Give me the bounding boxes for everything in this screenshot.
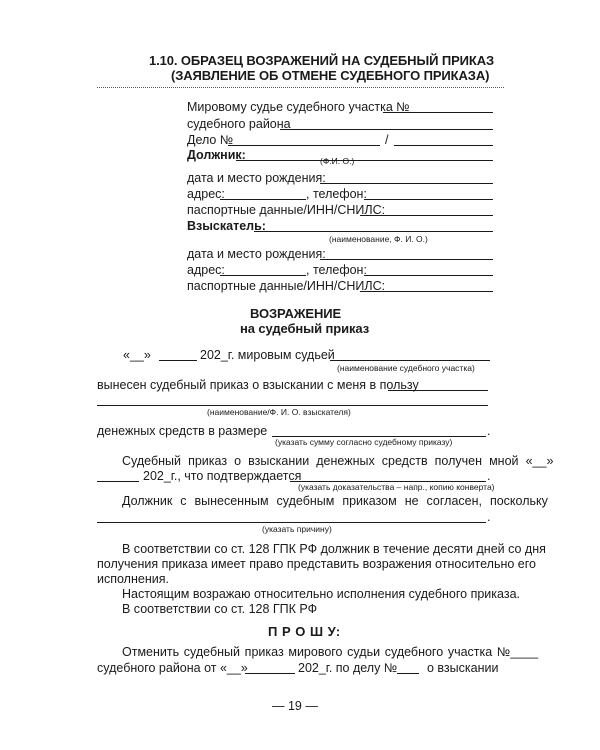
proof-dot: . (487, 469, 491, 483)
case-suffix-field (394, 145, 493, 146)
case-label: Дело № (187, 133, 234, 147)
section-title-line1: 1.10. ОБРАЗЕЦ ВОЗРАЖЕНИЙ НА СУДЕБНЫЙ ПРИКАЗ (149, 53, 495, 68)
creditor-address-field (220, 275, 306, 276)
debtor-address-label: адрес: (187, 187, 225, 201)
debtor-address-field (220, 199, 306, 200)
amount-label: денежных средств в размере (97, 424, 268, 438)
creditor-favor-field (388, 390, 488, 391)
creditor-favor-field-2 (97, 405, 488, 406)
title-dotted-divider (97, 87, 504, 88)
reason-dot: . (487, 510, 491, 524)
order-date-year: 202_г. мировым судьей (200, 348, 335, 362)
law-reference: В соответствии со ст. 128 ГПК РФ (122, 602, 318, 616)
debtor-label: Должник: (187, 148, 246, 162)
debtor-name-field (236, 160, 493, 161)
reason-field (97, 522, 486, 523)
creditor-favor-caption: (наименование/Ф. И. О. взыскателя) (207, 407, 351, 417)
creditor-caption: (наименование, Ф. И. О.) (329, 234, 428, 244)
case-slash: / (385, 133, 389, 147)
order-received-text: Судебный приказ о взыскании денежных средств получен мной «__» (122, 454, 554, 468)
disagree-text: Должник с вынесенным судебным приказом не согласен, поскольку (122, 494, 548, 508)
district-field (280, 129, 493, 130)
order-date-month-field (159, 360, 197, 361)
creditor-name-field (254, 231, 493, 232)
debtor-passport-label: паспортные данные/ИНН/СНИЛС: (187, 203, 386, 217)
request-date-field (245, 673, 295, 674)
amount-dot: . (487, 424, 491, 438)
order-issued-text: вынесен судебный приказ о взыскании с меня в пользу (97, 378, 419, 392)
creditor-label: Взыскатель: (187, 219, 266, 233)
request-line2-mid: 202_г. по делу № (298, 661, 398, 675)
reason-caption: (указать причину) (262, 524, 332, 534)
creditor-passport-field (360, 291, 493, 292)
section-title-line2: (ЗАЯВЛЕНИЕ ОБ ОТМЕНЕ СУДЕБНОГО ПРИКАЗА) (171, 68, 490, 83)
law-paragraph-line1: В соответствии со ст. 128 ГПК РФ должник в течение десяти дней со дня (122, 542, 546, 556)
debtor-phone-label: , телефон: (306, 187, 367, 201)
creditor-phone-label: , телефон: (306, 263, 367, 277)
judge-label: Мировому судье судебного участка № (187, 100, 410, 114)
district-label: судебного района (187, 117, 291, 131)
law-paragraph-line2: получения приказа имеет право представить возражения относительно его (97, 557, 536, 571)
creditor-phone-field (364, 275, 493, 276)
request-case-field (397, 673, 419, 674)
law-paragraph-line3: исполнения. (97, 572, 169, 586)
request-line2-end: о взыскании (427, 661, 499, 675)
debtor-caption: (Ф.И. О.) (320, 156, 355, 166)
request-title: П Р О Ш У: (268, 624, 341, 639)
creditor-birth-field (320, 259, 493, 260)
page-number: — 19 — (272, 699, 318, 713)
proof-caption: (указать доказательства – напр., копию конверта) (298, 482, 495, 492)
creditor-passport-label: паспортные данные/ИНН/СНИЛС: (187, 279, 386, 293)
order-date-open: «__» (123, 348, 151, 362)
judge-court-field (330, 360, 490, 361)
judge-court-caption: (наименование судебного участка) (337, 363, 475, 373)
creditor-address-label: адрес: (187, 263, 225, 277)
objection-title: ВОЗРАЖЕНИЕ (250, 306, 342, 321)
debtor-birth-label: дата и место рождения: (187, 171, 326, 185)
objection-subtitle: на судебный приказ (240, 321, 370, 336)
debtor-phone-field (364, 199, 493, 200)
objection-statement: Настоящим возражаю относительно исполнения судебного приказа. (122, 587, 521, 601)
judge-field (383, 112, 493, 113)
request-line2-start: судебного района от «__» (97, 661, 248, 675)
order-received-year: 202_г., что подтверждается (143, 469, 302, 483)
amount-caption: (указать сумму согласно судебному приказу) (275, 437, 453, 447)
creditor-birth-label: дата и место рождения: (187, 247, 326, 261)
debtor-passport-field (360, 215, 493, 216)
debtor-birth-field (320, 183, 493, 184)
case-number-field (228, 145, 380, 146)
received-month-field (97, 481, 139, 482)
request-line1: Отменить судебный приказ мирового судьи судебного участка №____ (122, 645, 539, 659)
